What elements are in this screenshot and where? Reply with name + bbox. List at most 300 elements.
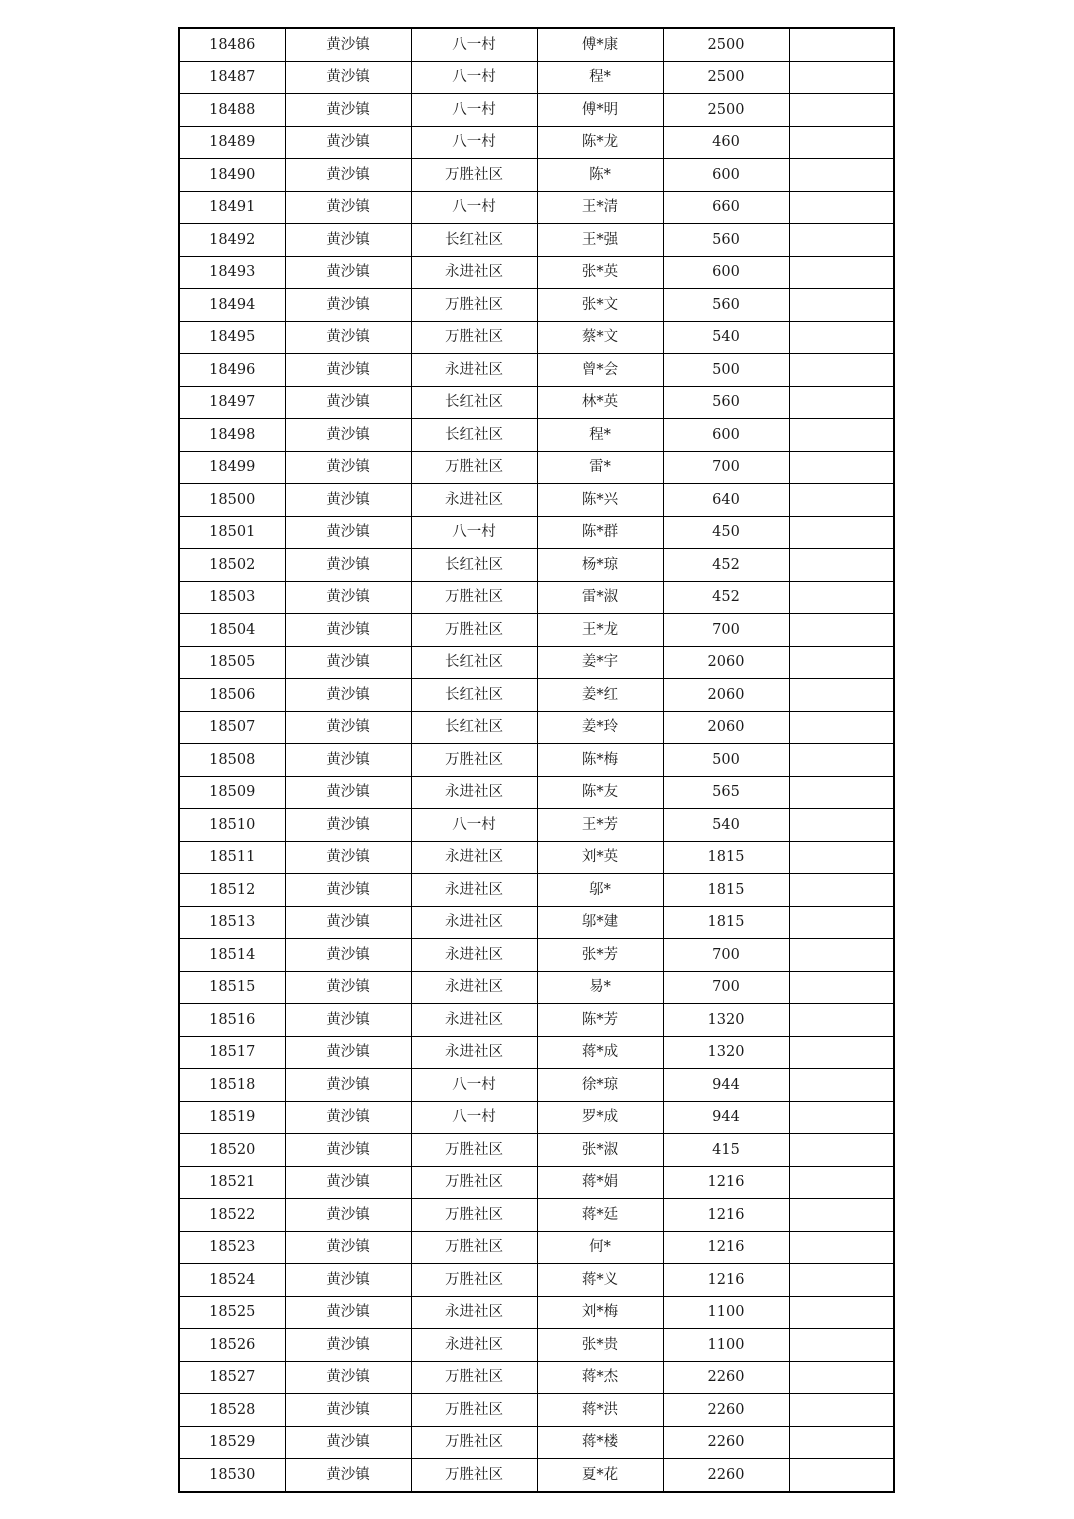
cell-serial-number: 18496 xyxy=(179,354,285,387)
cell-amount: 700 xyxy=(663,614,789,647)
cell-town: 黄沙镇 xyxy=(285,191,411,224)
cell-amount: 600 xyxy=(663,419,789,452)
cell-person-name: 王*龙 xyxy=(537,614,663,647)
cell-amount: 565 xyxy=(663,776,789,809)
cell-town: 黄沙镇 xyxy=(285,1394,411,1427)
cell-amount: 1320 xyxy=(663,1004,789,1037)
cell-note xyxy=(789,809,894,842)
cell-note xyxy=(789,321,894,354)
cell-amount: 700 xyxy=(663,939,789,972)
cell-town: 黄沙镇 xyxy=(285,809,411,842)
table-row xyxy=(179,516,894,549)
cell-amount: 1216 xyxy=(663,1199,789,1232)
cell-amount: 500 xyxy=(663,744,789,777)
cell-person-name: 张*淑 xyxy=(537,1134,663,1167)
cell-village: 永进社区 xyxy=(411,1296,537,1329)
table-row xyxy=(179,549,894,582)
cell-village: 八一村 xyxy=(411,28,537,61)
cell-amount: 1320 xyxy=(663,1036,789,1069)
cell-serial-number: 18529 xyxy=(179,1426,285,1459)
cell-serial-number: 18523 xyxy=(179,1231,285,1264)
cell-serial-number: 18504 xyxy=(179,614,285,647)
table-row xyxy=(179,971,894,1004)
cell-serial-number: 18524 xyxy=(179,1264,285,1297)
cell-amount: 2260 xyxy=(663,1361,789,1394)
cell-amount: 1815 xyxy=(663,906,789,939)
cell-amount: 1216 xyxy=(663,1231,789,1264)
cell-town: 黄沙镇 xyxy=(285,1459,411,1492)
cell-person-name: 傅*明 xyxy=(537,94,663,127)
cell-town: 黄沙镇 xyxy=(285,1329,411,1362)
table-row xyxy=(179,191,894,224)
table-row xyxy=(179,451,894,484)
cell-person-name: 陈*友 xyxy=(537,776,663,809)
cell-note xyxy=(789,711,894,744)
cell-town: 黄沙镇 xyxy=(285,386,411,419)
cell-serial-number: 18510 xyxy=(179,809,285,842)
cell-person-name: 陈*兴 xyxy=(537,484,663,517)
cell-village: 万胜社区 xyxy=(411,1426,537,1459)
cell-serial-number: 18497 xyxy=(179,386,285,419)
cell-village: 万胜社区 xyxy=(411,1361,537,1394)
cell-note xyxy=(789,581,894,614)
cell-village: 八一村 xyxy=(411,94,537,127)
cell-serial-number: 18487 xyxy=(179,61,285,94)
cell-amount: 640 xyxy=(663,484,789,517)
cell-town: 黄沙镇 xyxy=(285,289,411,322)
cell-town: 黄沙镇 xyxy=(285,1426,411,1459)
cell-village: 长红社区 xyxy=(411,224,537,257)
cell-town: 黄沙镇 xyxy=(285,126,411,159)
cell-note xyxy=(789,289,894,322)
cell-note xyxy=(789,1101,894,1134)
cell-village: 永进社区 xyxy=(411,1004,537,1037)
cell-town: 黄沙镇 xyxy=(285,646,411,679)
cell-person-name: 蒋*廷 xyxy=(537,1199,663,1232)
cell-amount: 2060 xyxy=(663,711,789,744)
table-row xyxy=(179,581,894,614)
cell-person-name: 陈*芳 xyxy=(537,1004,663,1037)
table-row xyxy=(179,484,894,517)
cell-serial-number: 18493 xyxy=(179,256,285,289)
cell-village: 万胜社区 xyxy=(411,1459,537,1492)
cell-town: 黄沙镇 xyxy=(285,321,411,354)
table-row xyxy=(179,354,894,387)
cell-town: 黄沙镇 xyxy=(285,159,411,192)
cell-village: 万胜社区 xyxy=(411,581,537,614)
cell-note xyxy=(789,1329,894,1362)
cell-serial-number: 18526 xyxy=(179,1329,285,1362)
cell-serial-number: 18527 xyxy=(179,1361,285,1394)
cell-town: 黄沙镇 xyxy=(285,94,411,127)
cell-amount: 415 xyxy=(663,1134,789,1167)
cell-serial-number: 18530 xyxy=(179,1459,285,1492)
cell-amount: 452 xyxy=(663,549,789,582)
cell-person-name: 陈*梅 xyxy=(537,744,663,777)
cell-serial-number: 18486 xyxy=(179,28,285,61)
table-row xyxy=(179,679,894,712)
cell-note xyxy=(789,1069,894,1102)
cell-person-name: 王*芳 xyxy=(537,809,663,842)
cell-note xyxy=(789,1394,894,1427)
cell-town: 黄沙镇 xyxy=(285,939,411,972)
cell-village: 八一村 xyxy=(411,1069,537,1102)
cell-village: 永进社区 xyxy=(411,484,537,517)
cell-town: 黄沙镇 xyxy=(285,1166,411,1199)
cell-person-name: 程* xyxy=(537,61,663,94)
cell-town: 黄沙镇 xyxy=(285,516,411,549)
cell-note xyxy=(789,1166,894,1199)
cell-amount: 450 xyxy=(663,516,789,549)
cell-person-name: 邬*建 xyxy=(537,906,663,939)
cell-note xyxy=(789,1036,894,1069)
cell-person-name: 刘*英 xyxy=(537,841,663,874)
cell-village: 万胜社区 xyxy=(411,614,537,647)
cell-amount: 600 xyxy=(663,159,789,192)
cell-person-name: 王*强 xyxy=(537,224,663,257)
cell-person-name: 雷*淑 xyxy=(537,581,663,614)
cell-person-name: 陈*群 xyxy=(537,516,663,549)
cell-village: 永进社区 xyxy=(411,906,537,939)
cell-person-name: 姜*宇 xyxy=(537,646,663,679)
table-row xyxy=(179,224,894,257)
cell-village: 八一村 xyxy=(411,516,537,549)
table-row xyxy=(179,321,894,354)
cell-person-name: 姜*玲 xyxy=(537,711,663,744)
cell-town: 黄沙镇 xyxy=(285,679,411,712)
table-row xyxy=(179,1296,894,1329)
cell-person-name: 张*贵 xyxy=(537,1329,663,1362)
cell-note xyxy=(789,224,894,257)
cell-village: 万胜社区 xyxy=(411,1199,537,1232)
cell-person-name: 徐*琼 xyxy=(537,1069,663,1102)
cell-note xyxy=(789,1199,894,1232)
cell-serial-number: 18515 xyxy=(179,971,285,1004)
cell-village: 万胜社区 xyxy=(411,1264,537,1297)
cell-note xyxy=(789,1361,894,1394)
cell-amount: 540 xyxy=(663,809,789,842)
cell-note xyxy=(789,1004,894,1037)
cell-note xyxy=(789,484,894,517)
cell-village: 长红社区 xyxy=(411,711,537,744)
cell-note xyxy=(789,516,894,549)
cell-note xyxy=(789,191,894,224)
cell-note xyxy=(789,776,894,809)
cell-village: 万胜社区 xyxy=(411,451,537,484)
cell-town: 黄沙镇 xyxy=(285,549,411,582)
cell-town: 黄沙镇 xyxy=(285,841,411,874)
table-row xyxy=(179,1231,894,1264)
cell-town: 黄沙镇 xyxy=(285,874,411,907)
cell-village: 八一村 xyxy=(411,1101,537,1134)
cell-person-name: 蒋*成 xyxy=(537,1036,663,1069)
cell-amount: 1815 xyxy=(663,874,789,907)
cell-amount: 1100 xyxy=(663,1329,789,1362)
cell-amount: 700 xyxy=(663,451,789,484)
cell-serial-number: 18506 xyxy=(179,679,285,712)
cell-village: 长红社区 xyxy=(411,646,537,679)
cell-amount: 1216 xyxy=(663,1264,789,1297)
cell-town: 黄沙镇 xyxy=(285,1231,411,1264)
cell-town: 黄沙镇 xyxy=(285,419,411,452)
cell-amount: 500 xyxy=(663,354,789,387)
cell-note xyxy=(789,1459,894,1492)
table-row xyxy=(179,1069,894,1102)
table-row xyxy=(179,614,894,647)
cell-town: 黄沙镇 xyxy=(285,484,411,517)
cell-person-name: 杨*琼 xyxy=(537,549,663,582)
cell-person-name: 王*清 xyxy=(537,191,663,224)
cell-town: 黄沙镇 xyxy=(285,354,411,387)
cell-town: 黄沙镇 xyxy=(285,971,411,1004)
cell-person-name: 夏*花 xyxy=(537,1459,663,1492)
cell-person-name: 林*英 xyxy=(537,386,663,419)
cell-village: 永进社区 xyxy=(411,256,537,289)
cell-note xyxy=(789,906,894,939)
cell-amount: 2500 xyxy=(663,94,789,127)
cell-person-name: 邬* xyxy=(537,874,663,907)
table-row xyxy=(179,1361,894,1394)
cell-serial-number: 18525 xyxy=(179,1296,285,1329)
cell-serial-number: 18519 xyxy=(179,1101,285,1134)
cell-person-name: 蒋*洪 xyxy=(537,1394,663,1427)
cell-village: 八一村 xyxy=(411,809,537,842)
cell-person-name: 张*芳 xyxy=(537,939,663,972)
cell-person-name: 易* xyxy=(537,971,663,1004)
table-row xyxy=(179,1199,894,1232)
cell-person-name: 罗*成 xyxy=(537,1101,663,1134)
cell-amount: 1100 xyxy=(663,1296,789,1329)
cell-serial-number: 18495 xyxy=(179,321,285,354)
cell-village: 万胜社区 xyxy=(411,159,537,192)
cell-amount: 2260 xyxy=(663,1459,789,1492)
cell-serial-number: 18488 xyxy=(179,94,285,127)
table-row xyxy=(179,841,894,874)
cell-village: 万胜社区 xyxy=(411,1394,537,1427)
cell-town: 黄沙镇 xyxy=(285,614,411,647)
cell-village: 永进社区 xyxy=(411,841,537,874)
cell-village: 永进社区 xyxy=(411,1036,537,1069)
cell-note xyxy=(789,646,894,679)
cell-note xyxy=(789,1426,894,1459)
cell-village: 长红社区 xyxy=(411,386,537,419)
cell-town: 黄沙镇 xyxy=(285,1004,411,1037)
cell-note xyxy=(789,679,894,712)
cell-amount: 2500 xyxy=(663,28,789,61)
cell-amount: 2500 xyxy=(663,61,789,94)
cell-village: 万胜社区 xyxy=(411,744,537,777)
cell-village: 八一村 xyxy=(411,191,537,224)
table-row xyxy=(179,711,894,744)
cell-village: 万胜社区 xyxy=(411,1231,537,1264)
cell-note xyxy=(789,939,894,972)
cell-amount: 600 xyxy=(663,256,789,289)
cell-amount: 700 xyxy=(663,971,789,1004)
cell-note xyxy=(789,61,894,94)
cell-village: 永进社区 xyxy=(411,354,537,387)
cell-town: 黄沙镇 xyxy=(285,581,411,614)
cell-village: 永进社区 xyxy=(411,776,537,809)
cell-serial-number: 18528 xyxy=(179,1394,285,1427)
cell-person-name: 何* xyxy=(537,1231,663,1264)
cell-note xyxy=(789,1296,894,1329)
cell-village: 长红社区 xyxy=(411,549,537,582)
cell-serial-number: 18505 xyxy=(179,646,285,679)
cell-serial-number: 18503 xyxy=(179,581,285,614)
cell-amount: 560 xyxy=(663,224,789,257)
table-row xyxy=(179,1264,894,1297)
cell-person-name: 姜*红 xyxy=(537,679,663,712)
cell-person-name: 陈* xyxy=(537,159,663,192)
cell-serial-number: 18516 xyxy=(179,1004,285,1037)
cell-person-name: 雷* xyxy=(537,451,663,484)
cell-amount: 944 xyxy=(663,1069,789,1102)
cell-town: 黄沙镇 xyxy=(285,906,411,939)
table-row xyxy=(179,1329,894,1362)
cell-village: 永进社区 xyxy=(411,874,537,907)
cell-amount: 460 xyxy=(663,126,789,159)
table-row xyxy=(179,1459,894,1492)
table-row xyxy=(179,1426,894,1459)
table-row xyxy=(179,256,894,289)
cell-serial-number: 18521 xyxy=(179,1166,285,1199)
table-row xyxy=(179,386,894,419)
cell-serial-number: 18500 xyxy=(179,484,285,517)
cell-town: 黄沙镇 xyxy=(285,1036,411,1069)
cell-amount: 560 xyxy=(663,289,789,322)
cell-town: 黄沙镇 xyxy=(285,776,411,809)
cell-village: 长红社区 xyxy=(411,679,537,712)
cell-serial-number: 18498 xyxy=(179,419,285,452)
cell-village: 永进社区 xyxy=(411,1329,537,1362)
cell-note xyxy=(789,971,894,1004)
cell-town: 黄沙镇 xyxy=(285,1069,411,1102)
cell-person-name: 蒋*娟 xyxy=(537,1166,663,1199)
cell-person-name: 刘*梅 xyxy=(537,1296,663,1329)
table-row xyxy=(179,28,894,61)
cell-person-name: 蒋*楼 xyxy=(537,1426,663,1459)
cell-note xyxy=(789,256,894,289)
cell-village: 万胜社区 xyxy=(411,321,537,354)
table-row xyxy=(179,159,894,192)
table-body xyxy=(179,28,894,1492)
cell-village: 万胜社区 xyxy=(411,1166,537,1199)
cell-note xyxy=(789,744,894,777)
table-row xyxy=(179,1101,894,1134)
cell-person-name: 蒋*杰 xyxy=(537,1361,663,1394)
cell-village: 万胜社区 xyxy=(411,1134,537,1167)
cell-note xyxy=(789,549,894,582)
cell-note xyxy=(789,126,894,159)
table-row xyxy=(179,1004,894,1037)
cell-town: 黄沙镇 xyxy=(285,451,411,484)
table-row xyxy=(179,289,894,322)
cell-town: 黄沙镇 xyxy=(285,28,411,61)
table-row xyxy=(179,744,894,777)
table-row xyxy=(179,1394,894,1427)
cell-town: 黄沙镇 xyxy=(285,61,411,94)
cell-serial-number: 18518 xyxy=(179,1069,285,1102)
cell-serial-number: 18520 xyxy=(179,1134,285,1167)
cell-village: 永进社区 xyxy=(411,939,537,972)
cell-note xyxy=(789,94,894,127)
table-row xyxy=(179,874,894,907)
table-row xyxy=(179,419,894,452)
cell-amount: 2260 xyxy=(663,1426,789,1459)
cell-town: 黄沙镇 xyxy=(285,256,411,289)
table-row xyxy=(179,776,894,809)
cell-village: 八一村 xyxy=(411,61,537,94)
cell-note xyxy=(789,1231,894,1264)
cell-note xyxy=(789,386,894,419)
cell-serial-number: 18494 xyxy=(179,289,285,322)
cell-person-name: 蒋*义 xyxy=(537,1264,663,1297)
cell-town: 黄沙镇 xyxy=(285,224,411,257)
table-row xyxy=(179,1036,894,1069)
cell-serial-number: 18507 xyxy=(179,711,285,744)
cell-person-name: 张*文 xyxy=(537,289,663,322)
cell-town: 黄沙镇 xyxy=(285,711,411,744)
cell-amount: 660 xyxy=(663,191,789,224)
cell-note xyxy=(789,419,894,452)
cell-town: 黄沙镇 xyxy=(285,1134,411,1167)
cell-serial-number: 18491 xyxy=(179,191,285,224)
cell-note xyxy=(789,159,894,192)
cell-serial-number: 18490 xyxy=(179,159,285,192)
cell-note xyxy=(789,874,894,907)
cell-serial-number: 18492 xyxy=(179,224,285,257)
cell-serial-number: 18511 xyxy=(179,841,285,874)
cell-serial-number: 18509 xyxy=(179,776,285,809)
cell-person-name: 程* xyxy=(537,419,663,452)
cell-amount: 560 xyxy=(663,386,789,419)
cell-note xyxy=(789,28,894,61)
cell-amount: 2260 xyxy=(663,1394,789,1427)
cell-person-name: 陈*龙 xyxy=(537,126,663,159)
cell-serial-number: 18499 xyxy=(179,451,285,484)
cell-serial-number: 18522 xyxy=(179,1199,285,1232)
cell-town: 黄沙镇 xyxy=(285,1101,411,1134)
cell-amount: 2060 xyxy=(663,646,789,679)
cell-note xyxy=(789,354,894,387)
cell-amount: 1815 xyxy=(663,841,789,874)
cell-town: 黄沙镇 xyxy=(285,1361,411,1394)
table-row xyxy=(179,906,894,939)
table-row xyxy=(179,61,894,94)
cell-village: 万胜社区 xyxy=(411,289,537,322)
cell-note xyxy=(789,1134,894,1167)
cell-note xyxy=(789,451,894,484)
cell-amount: 2060 xyxy=(663,679,789,712)
cell-amount: 944 xyxy=(663,1101,789,1134)
table-row xyxy=(179,1134,894,1167)
cell-amount: 540 xyxy=(663,321,789,354)
table-row xyxy=(179,939,894,972)
cell-note xyxy=(789,1264,894,1297)
cell-serial-number: 18502 xyxy=(179,549,285,582)
cell-town: 黄沙镇 xyxy=(285,1199,411,1232)
table-row xyxy=(179,94,894,127)
table-row xyxy=(179,646,894,679)
cell-amount: 1216 xyxy=(663,1166,789,1199)
cell-town: 黄沙镇 xyxy=(285,1264,411,1297)
cell-serial-number: 18508 xyxy=(179,744,285,777)
cell-person-name: 蔡*文 xyxy=(537,321,663,354)
cell-serial-number: 18514 xyxy=(179,939,285,972)
cell-town: 黄沙镇 xyxy=(285,1296,411,1329)
cell-serial-number: 18513 xyxy=(179,906,285,939)
cell-note xyxy=(789,614,894,647)
